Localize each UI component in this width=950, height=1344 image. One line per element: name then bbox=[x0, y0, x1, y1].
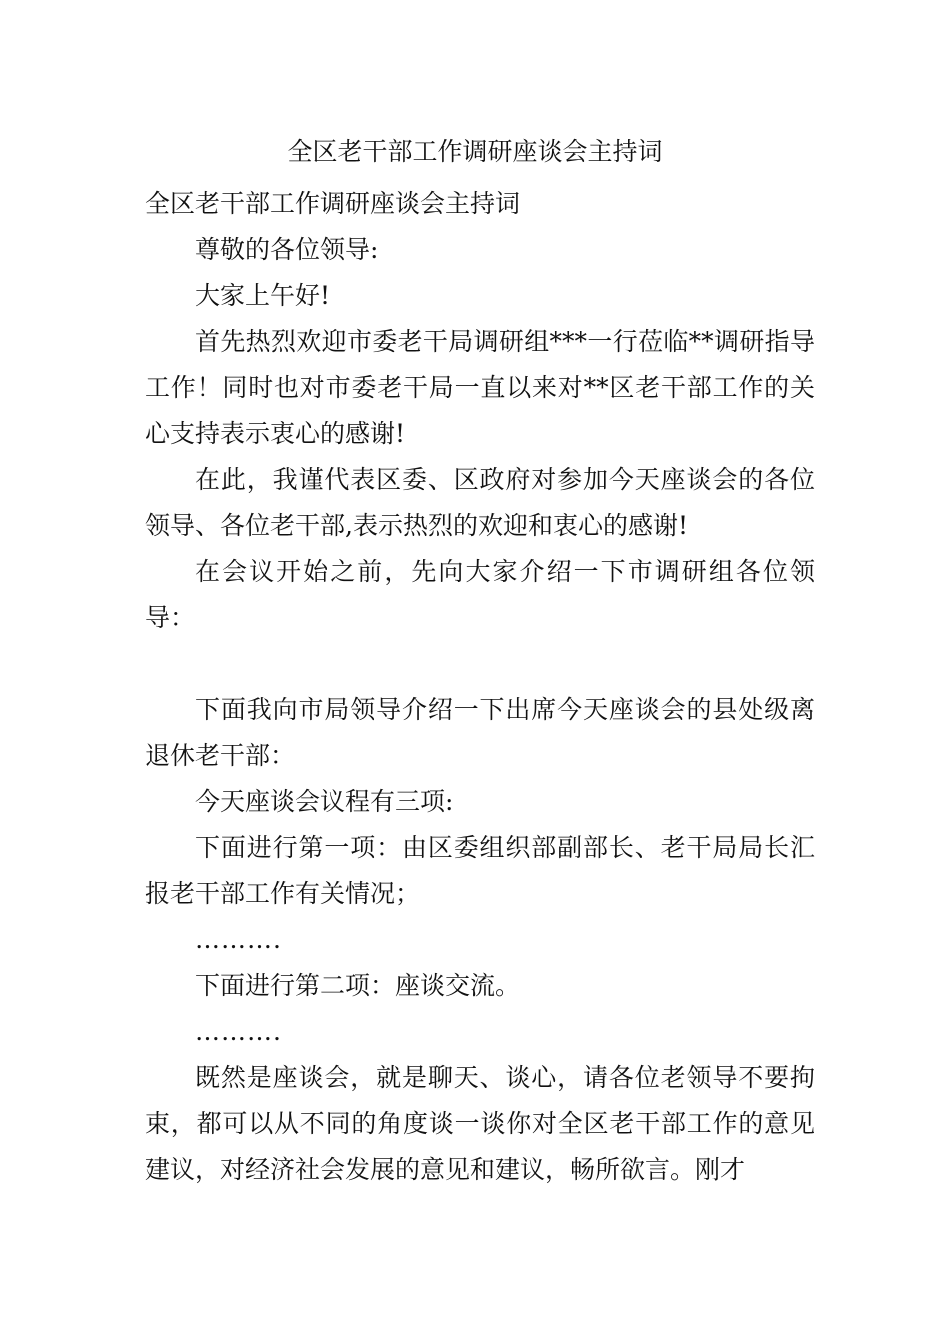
agenda-item-2-paragraph: 下面进行第二项：座谈交流。 bbox=[195, 971, 521, 1000]
ellipsis-paragraph: ………. bbox=[195, 925, 282, 954]
document-body bbox=[145, 181, 815, 1193]
ellipsis-paragraph: ………. bbox=[195, 1017, 282, 1046]
blank-paragraph bbox=[145, 641, 815, 687]
welcome-paragraph: 首先热烈欢迎市委老干局调研组***一行莅临**调研指导工作！同时也对市委老干局一直以来对**区老干部工作的关心支持表示衷心的感谢! bbox=[145, 327, 815, 448]
agenda-item-1-paragraph: 下面进行第一项：由区委组织部副部长、老干局局长汇报老干部工作有关情况； bbox=[145, 833, 815, 908]
introduction-paragraph: 在会议开始之前，先向大家介绍一下市调研组各位领导： bbox=[145, 557, 815, 632]
salutation-paragraph: 尊敬的各位领导: bbox=[195, 235, 379, 264]
document-title: 全区老干部工作调研座谈会主持词 bbox=[287, 137, 663, 166]
attendees-paragraph: 下面我向市局领导介绍一下出席今天座谈会的县处级离退休老干部： bbox=[145, 695, 815, 770]
discussion-paragraph: 既然是座谈会，就是聊天、谈心，请各位老领导不要拘束，都可以从不同的角度谈一谈你对全区老干部工作的意见建议，对经济社会发展的意见和建议，畅所欲言。刚才 bbox=[145, 1063, 815, 1184]
agenda-paragraph: 今天座谈会议程有三项: bbox=[195, 787, 454, 816]
greeting-paragraph: 大家上午好! bbox=[195, 281, 331, 310]
representative-paragraph: 在此，我谨代表区委、区政府对参加今天座谈会的各位领导、各位老干部,表示热烈的欢迎和衷心的感谢! bbox=[145, 465, 815, 540]
subtitle-paragraph: 全区老干部工作调研座谈会主持词 bbox=[145, 189, 521, 218]
